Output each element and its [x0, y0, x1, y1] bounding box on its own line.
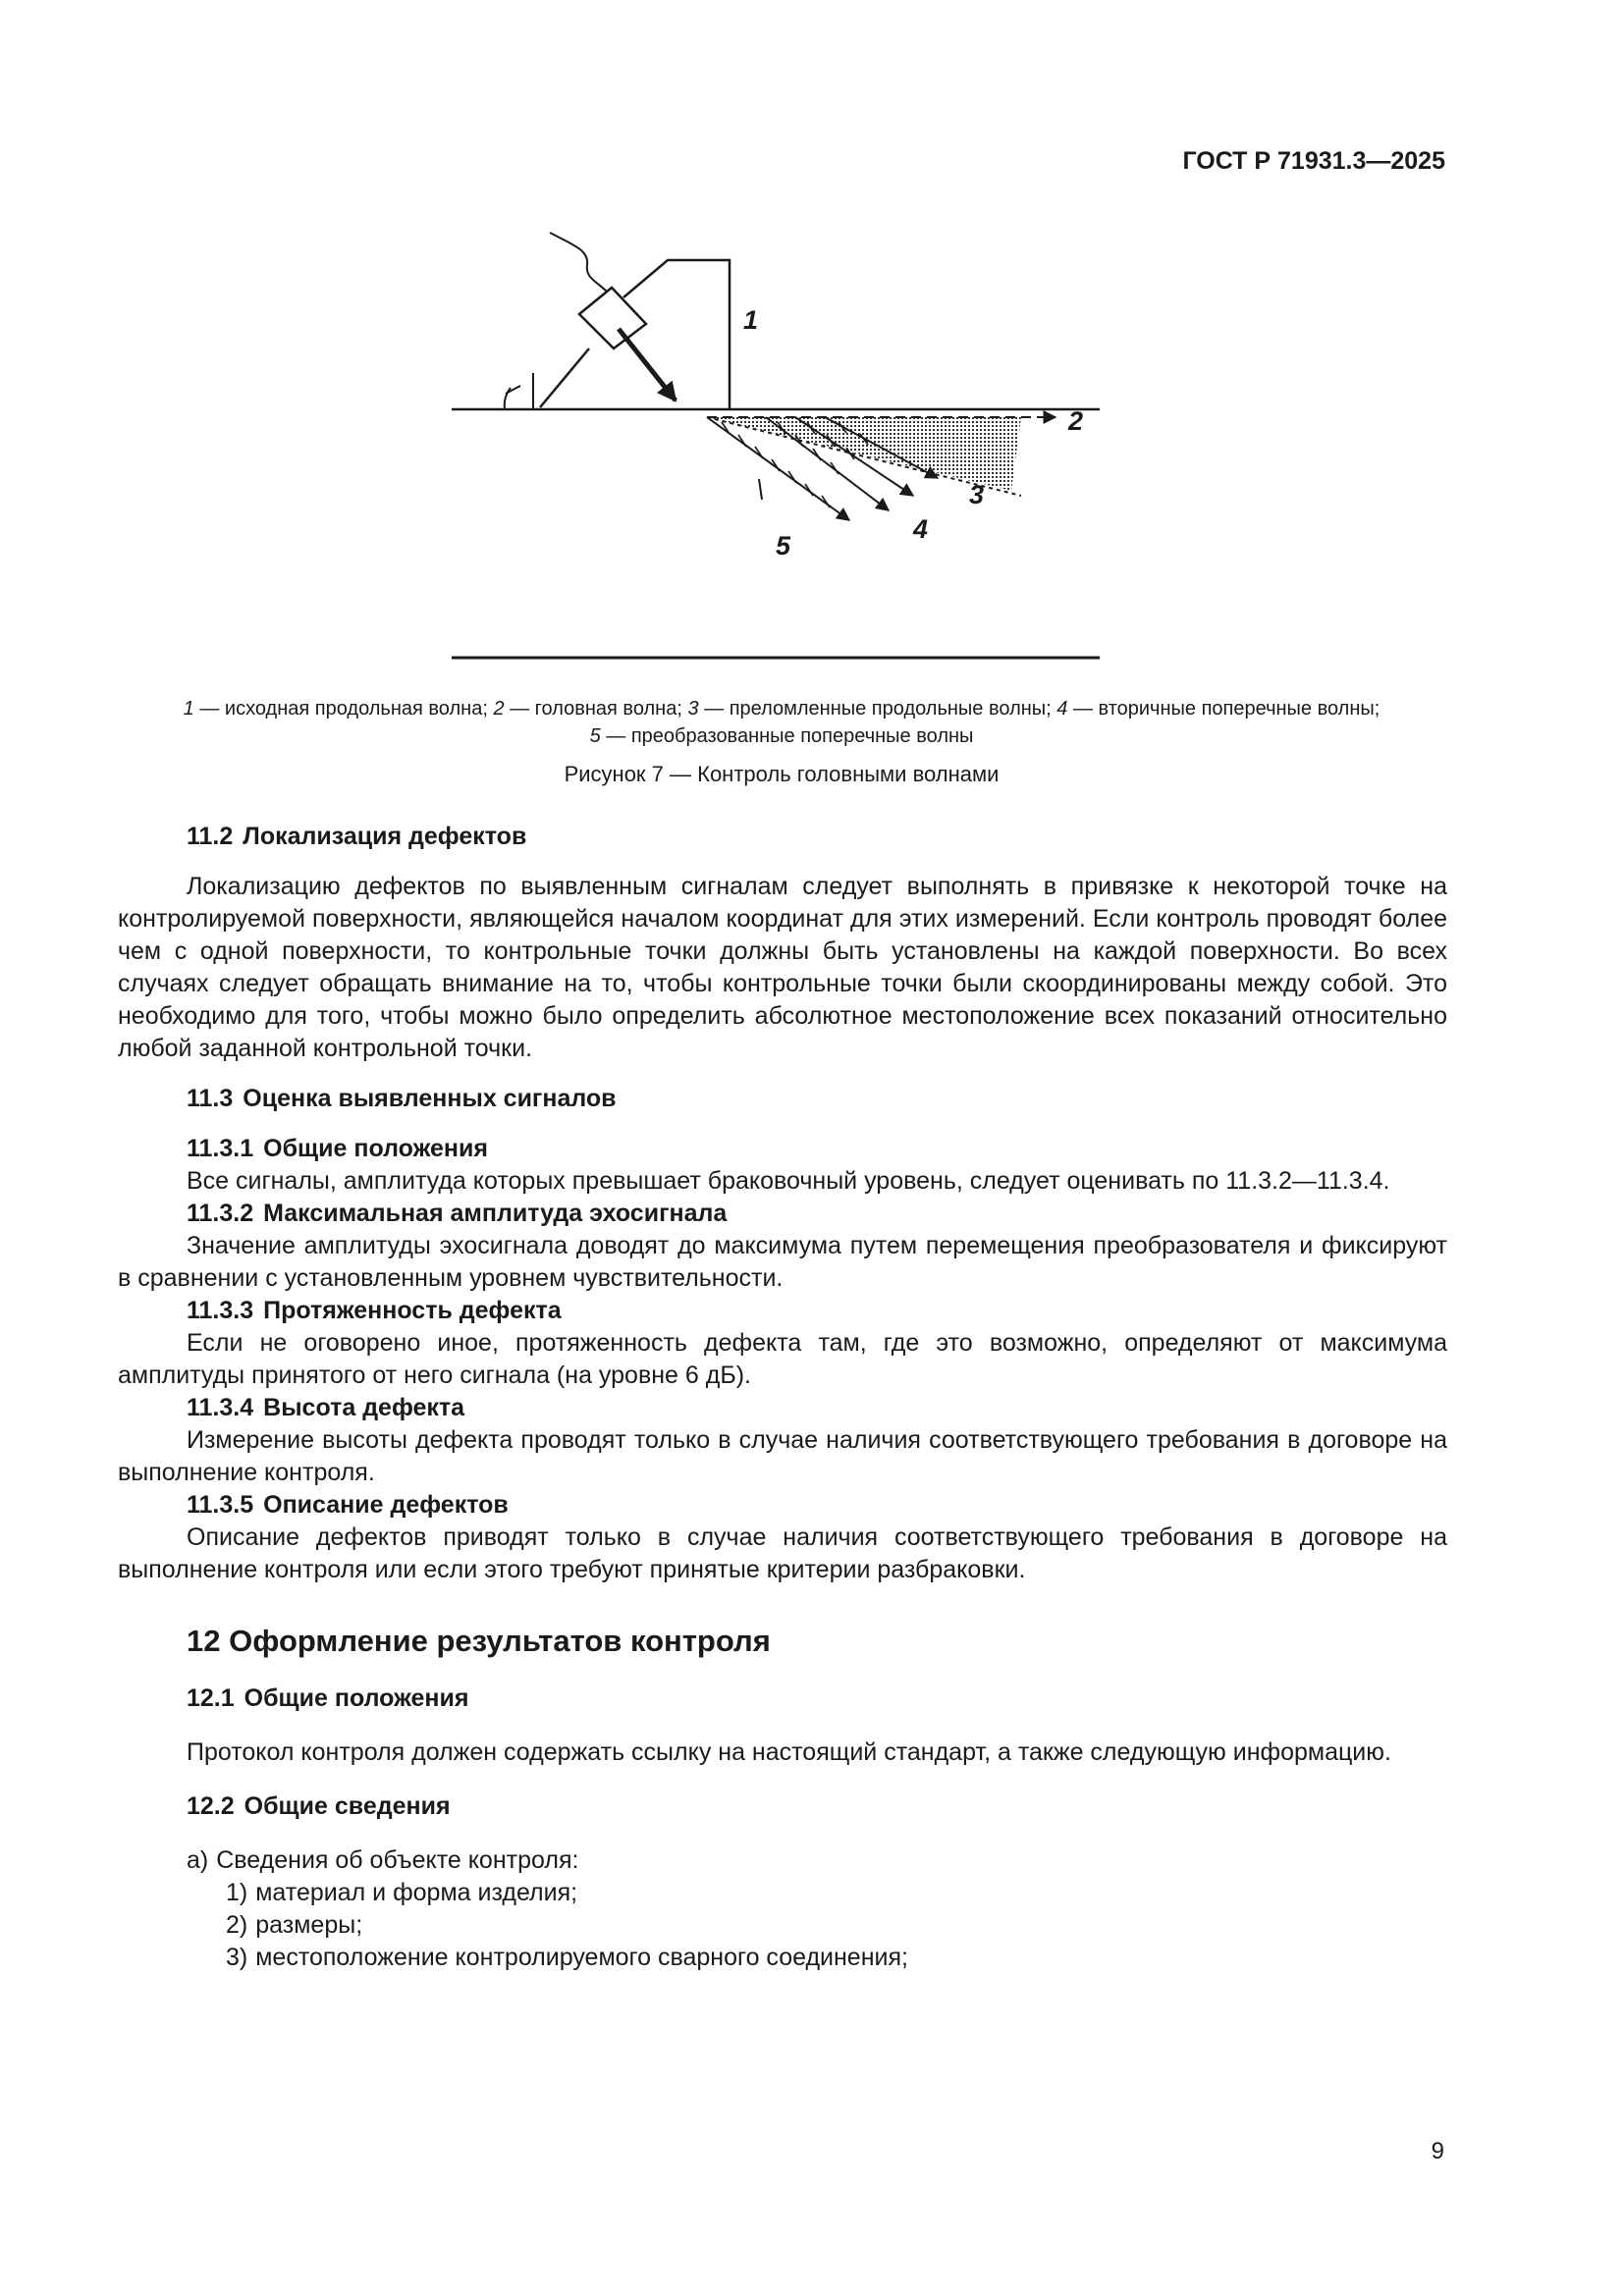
wave-1-arrow — [619, 329, 676, 400]
heading-11-3-4: 11.3.4 Высота дефекта — [187, 1394, 465, 1421]
document-header: ГОСТ Р 71931.3—2025 — [1182, 147, 1445, 175]
figure-caption: Рисунок 7 — Контроль головными волнами — [564, 762, 1000, 786]
figure-label-4: 4 — [913, 514, 929, 544]
figure-label-5: 5 — [776, 531, 791, 561]
paragraph-11-3-5: Описание дефектов приводят только в случае наличия соответствующего требования в договоре на выполнение контроля или если этого требуют принятые критерии разбраковки. — [118, 1523, 1447, 1583]
heading-11-3-3: 11.3.3 Протяженность дефекта — [187, 1297, 562, 1324]
heading-11-2: 11.2 Локализация дефектов — [187, 823, 527, 850]
heading-11-3: 11.3 Оценка выявленных сигналов — [187, 1085, 617, 1112]
heading-12-2: 12.2 Общие сведения — [187, 1792, 451, 1820]
legend-line-2: 5 — преобразованные поперечные волны — [589, 725, 974, 747]
list-subitem: 1) материал и форма изделия; — [226, 1879, 578, 1906]
figure-label-3: 3 — [969, 480, 985, 509]
document-body — [118, 821, 1447, 1974]
heading-12-1: 12.1 Общие положения — [187, 1684, 469, 1712]
list-subitem: 2) размеры; — [226, 1911, 363, 1939]
heading-12: 12 Оформление результатов контроля — [187, 1624, 771, 1658]
figure-label-2: 2 — [1068, 406, 1084, 436]
list-subitem: 3) местоположение контролируемого сварного соединения; — [226, 1944, 908, 1971]
cable-line — [550, 233, 607, 292]
heading-11-3-1: 11.3.1 Общие положения — [187, 1135, 488, 1162]
paragraph-11-3-1: Все сигналы, амплитуда которых превышает браковочный уровень, следует оценивать по 11.3.2—11.3.4. — [187, 1167, 1390, 1195]
paragraph-12-1: Протокол контроля должен содержать ссылку на настоящий стандарт, а также следующую информацию. — [187, 1738, 1391, 1766]
paragraph-11-3-3: Если не оговорено иное, протяженность дефекта там, где это возможно, определяют от максимума амплитуды принятого от него сигнала (на уровне 6 дБ). — [118, 1329, 1447, 1389]
heading-11-3-2: 11.3.2 Максимальная амплитуда эхосигнала — [187, 1200, 728, 1227]
figure-label-1: 1 — [743, 305, 759, 335]
paragraph-11-2: Локализацию дефектов по выявленным сигналам следует выполнять в привязке к некоторой точке на контролируемой поверхности, являющейся началом координат для этих измерений. Если контроль проводят более чем с одной поверхности, то контрольные точки должны быть установлены на каждой поверхности. Во всех случаях следует обращать внимание на то, чтобы контрольные точки были скоординированы между собой. Это необходимо для того, чтобы можно было определить абсолютное местоположение всех показаний относительно любой заданной контрольной точки. — [118, 873, 1447, 1062]
heading-11-3-5: 11.3.5 Описание дефектов — [187, 1491, 509, 1519]
legend-line-1: 1 — исходная продольная волна; 2 — головная волна; 3 — преломленные продольные волны; 4 — вторичные поперечные волны; — [183, 698, 1380, 720]
paragraph-11-3-2: Значение амплитуды эхосигнала доводят до максимума путем перемещения преобразователя и фиксируют в сравнении с установленным уровнем чувствительности. — [118, 1232, 1447, 1292]
transducer-body — [579, 288, 646, 348]
page-number: 9 — [1431, 2138, 1444, 2164]
wedge-front — [540, 348, 589, 407]
figure-7-head-wave-diagram — [442, 221, 1110, 672]
figure-legend — [118, 695, 1445, 750]
list-item-a: а) Сведения об объекте контроля: — [187, 1846, 579, 1874]
wedge-outline — [623, 260, 730, 409]
paragraph-11-3-4: Измерение высоты дефекта проводят только в случае наличия соответствующего требования в договоре на выполнение контроля. — [118, 1426, 1447, 1486]
